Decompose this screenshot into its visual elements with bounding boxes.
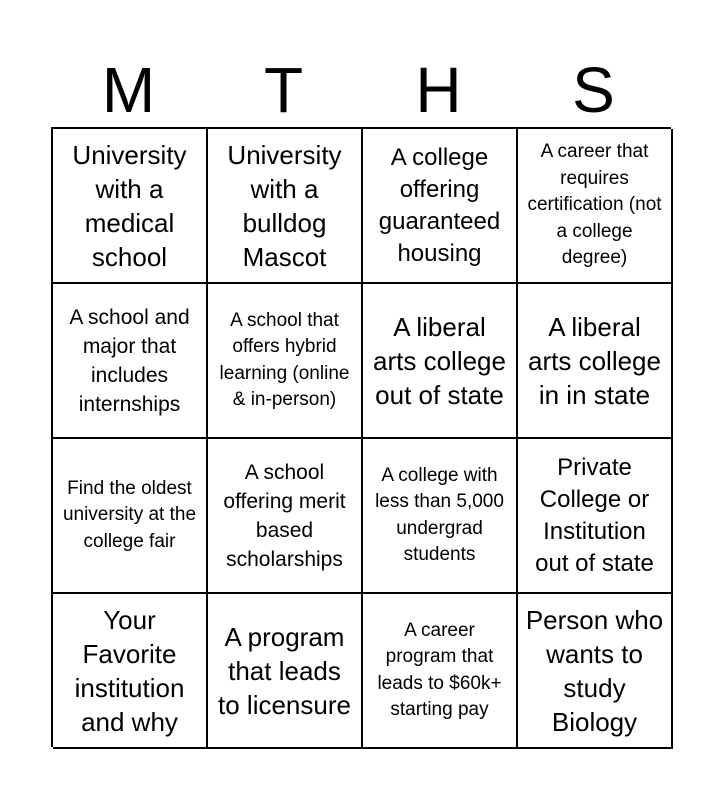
cell-text: A college offering guaranteed housing [378, 143, 501, 267]
bingo-cell-r1-c2[interactable] [208, 129, 363, 284]
bingo-cell-r2-c2[interactable] [208, 284, 363, 439]
cell-text: University with a bulldog Mascot [227, 139, 342, 272]
bingo-cell-r3-c4[interactable] [518, 439, 673, 594]
cell-text: Your Favorite institution and why [74, 604, 185, 737]
cell-text: A liberal arts college in in state [528, 311, 661, 410]
header-letter-m: M [101, 54, 156, 126]
bingo-cell-r3-c3[interactable] [363, 439, 518, 594]
cell-text: University with a medical school [72, 139, 187, 272]
cell-text: A career program that leads to $60k+ starting pay [377, 619, 502, 720]
cell-text: A career that requires certification (not a college degree) [527, 141, 662, 269]
cell-text: Find the oldest university at the college fair [62, 477, 197, 552]
bingo-cell-r3-c2[interactable] [208, 439, 363, 594]
bingo-header [51, 52, 671, 128]
bingo-cell-r4-c2[interactable] [208, 594, 363, 749]
header-letter-h: H [415, 54, 462, 126]
cell-text: A liberal arts college out of state [373, 311, 506, 410]
cell-text: A school that offers hybrid learning (online & in-person) [219, 309, 350, 410]
header-letter-s: S [572, 54, 615, 126]
bingo-cell-r2-c1[interactable] [53, 284, 208, 439]
bingo-cell-r1-c1[interactable] [53, 129, 208, 284]
cell-text: A school offering merit based scholarships [223, 460, 346, 571]
bingo-cell-r4-c1[interactable] [53, 594, 208, 749]
cell-text: Private College or Institution out of state [535, 453, 654, 577]
cell-text: A college with less than 5,000 undergrad students [375, 464, 504, 565]
bingo-cell-r2-c4[interactable] [518, 284, 673, 439]
header-letter-t: T [263, 54, 304, 126]
bingo-cell-r1-c4[interactable] [518, 129, 673, 284]
cell-text: A program that leads to licensure [218, 621, 351, 720]
bingo-cell-r4-c4[interactable] [518, 594, 673, 749]
cell-text: A school and major that includes internships [69, 305, 190, 416]
cell-text: Person who wants to study Biology [525, 604, 664, 737]
bingo-cell-r4-c3[interactable] [363, 594, 518, 749]
bingo-cell-r1-c3[interactable] [363, 129, 518, 284]
bingo-grid [51, 127, 671, 747]
bingo-cell-r3-c1[interactable] [53, 439, 208, 594]
bingo-cell-r2-c3[interactable] [363, 284, 518, 439]
